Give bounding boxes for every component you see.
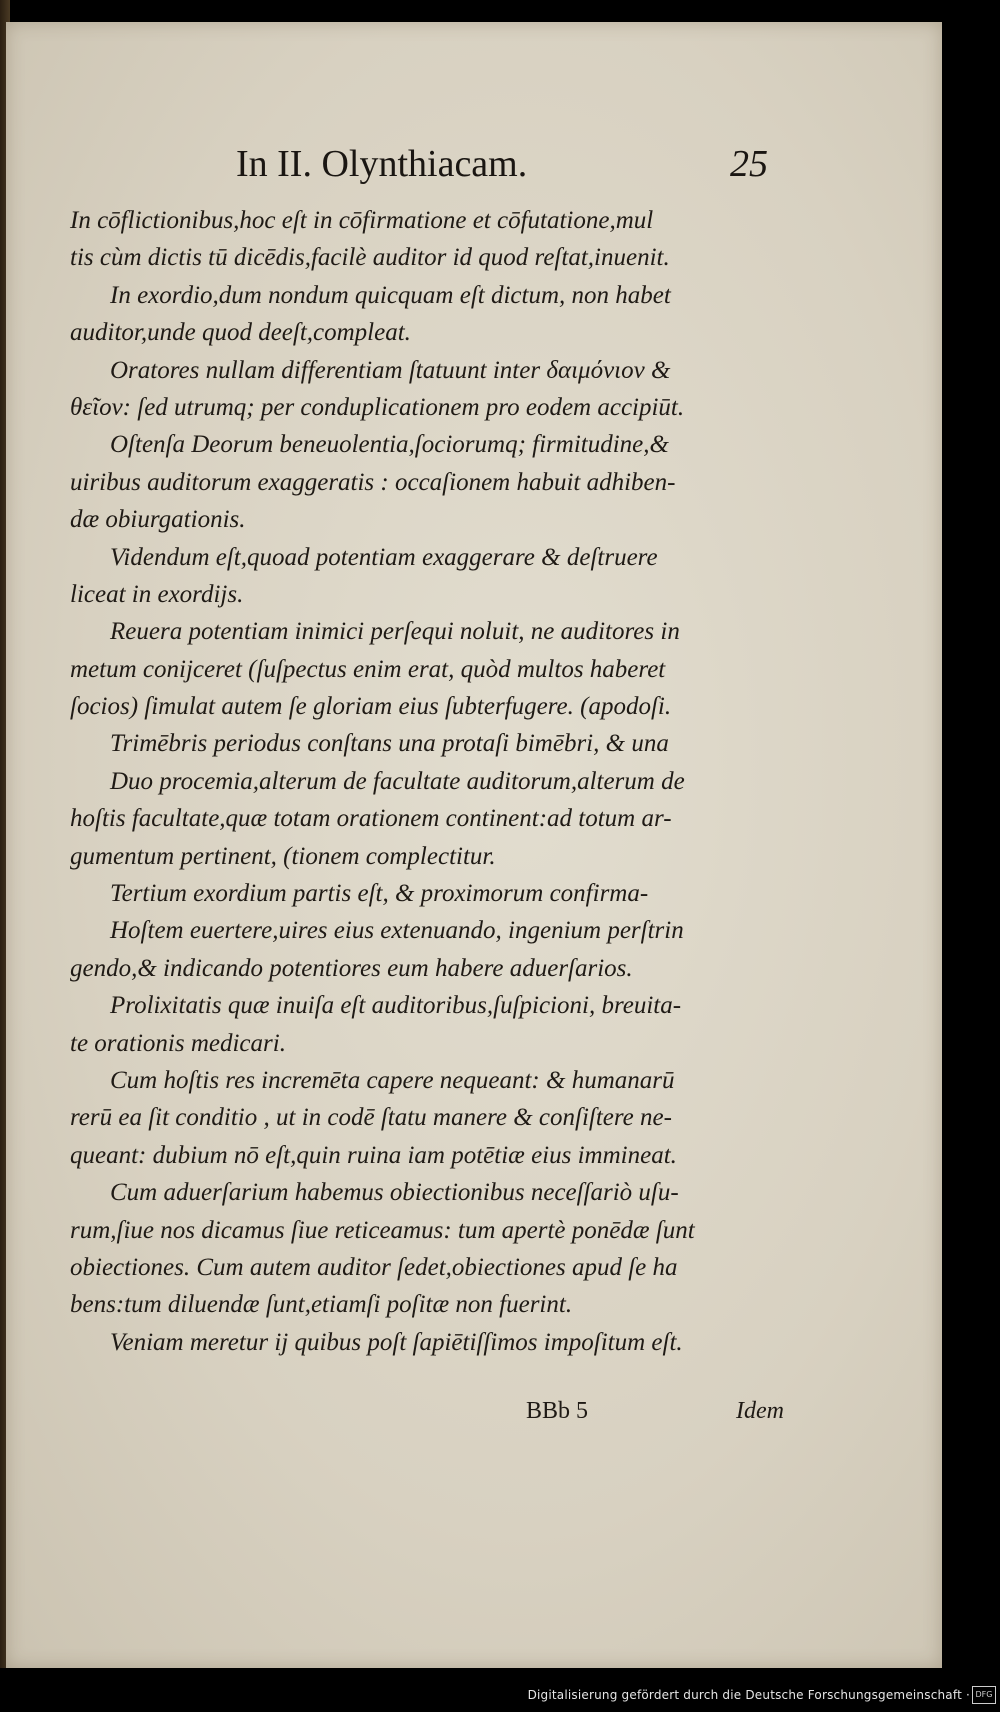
text-line-2: tis cùm dictis tū dicēdis,facilè auditor id quod reſtat,inuenit. [70,244,670,272]
text-line-17: hoſtis facultate,quæ totam orationem continent:ad totum ar- [70,805,672,833]
text-line-15: Trimēbris periodus conſtans una protaſi bimēbri, & una [110,730,669,758]
text-line-8: uiribus auditorum exaggeratis : occaſionem habuit adhiben- [70,468,676,496]
signature-mark: BBb 5 [526,1398,589,1424]
text-line-16: Duo procemia,alterum de facultate auditorum,alterum de [110,767,685,795]
text-line-7: Oſtenſa Deorum beneuolentia,ſociorumq; firmitudine,& [110,431,669,459]
text-line-13: metum conijceret (ſuſpectus enim erat, quòd multos haberet [70,655,666,683]
text-line-18: gumentum pertinent, (tionem complectitur. [70,842,496,870]
text-line-3: In exordio,dum nondum quicquam eſt dictum, non habet [110,281,671,309]
running-title: In II. Olynthiacam. [236,143,528,185]
text-line-19: Tertium exordium partis eſt, & proximorum confirma- [110,880,649,908]
text-line-23: te orationis medicari. [70,1029,286,1057]
text-line-12: Reuera potentiam inimici perſequi noluit, ne auditores in [110,618,680,646]
text-line-24: Cum hoſtis res incremēta capere nequeant: & humanarū [110,1066,675,1094]
text-line-31: Veniam meretur ij quibus poſt ſapiētiſſimos impoſitum eſt. [110,1328,683,1356]
text-line-22: Prolixitatis quæ inuiſa eſt auditoribus,ſuſpicioni, breuita- [110,992,682,1020]
digitization-footer [0,1668,1000,1712]
text-line-1: In cōflictionibus,hoc eſt in cōfirmatione et cōfutatione,mul [70,207,654,234]
text-line-29: obiectiones. Cum autem auditor ſedet,obiectiones apud ſe ha [70,1253,678,1281]
dfg-credit-text: Digitalisierung gefördert durch die Deutsche Forschungsgemeinschaft · [527,1688,970,1702]
page-number: 25 [730,143,768,185]
text-line-6: θεῖον: ſed utrumq; per conduplicationem pro eodem accipiūt. [70,393,685,421]
text-line-28: rum,ſiue nos dicamus ſiue reticeamus: tum apertè ponēdæ ſunt [70,1216,695,1244]
text-line-26: queant: dubium nō eſt,quin ruina iam potētiæ eius immineat. [70,1141,677,1169]
book-page [6,22,942,1668]
text-line-27: Cum aduerſarium habemus obiectionibus neceſſariò uſu- [110,1179,679,1207]
text-line-30: bens:tum diluendæ ſunt,etiamſi poſitæ non fuerint. [70,1291,573,1319]
page-footer [526,1398,866,1434]
text-line-9: dæ obiurgationis. [70,506,246,534]
dfg-logo-icon: DFG [972,1686,996,1704]
text-line-11: liceat in exordijs. [70,580,244,608]
text-line-5: Oratores nullam differentiam ſtatuunt inter δαιμόνιον & [110,356,671,384]
text-line-25: rerū ea ſit conditio , ut in codē ſtatu manere & conſiſtere ne- [70,1104,672,1132]
page-header [236,142,836,192]
text-line-21: gendo,& indicando potentiores eum habere aduerſarios. [70,954,633,982]
text-body [70,202,830,1361]
text-line-14: ſocios) ſimulat autem ſe gloriam eius ſubterfugere. (apodoſi. [70,693,672,721]
text-line-4: auditor,unde quod deeſt,compleat. [70,319,411,347]
catchword: Idem [736,1398,784,1424]
text-line-10: Videndum eſt,quoad potentiam exaggerare & deſtruere [110,543,658,571]
text-line-20: Hoſtem euertere,uires eius extenuando, ingenium perſtrin [110,917,684,945]
